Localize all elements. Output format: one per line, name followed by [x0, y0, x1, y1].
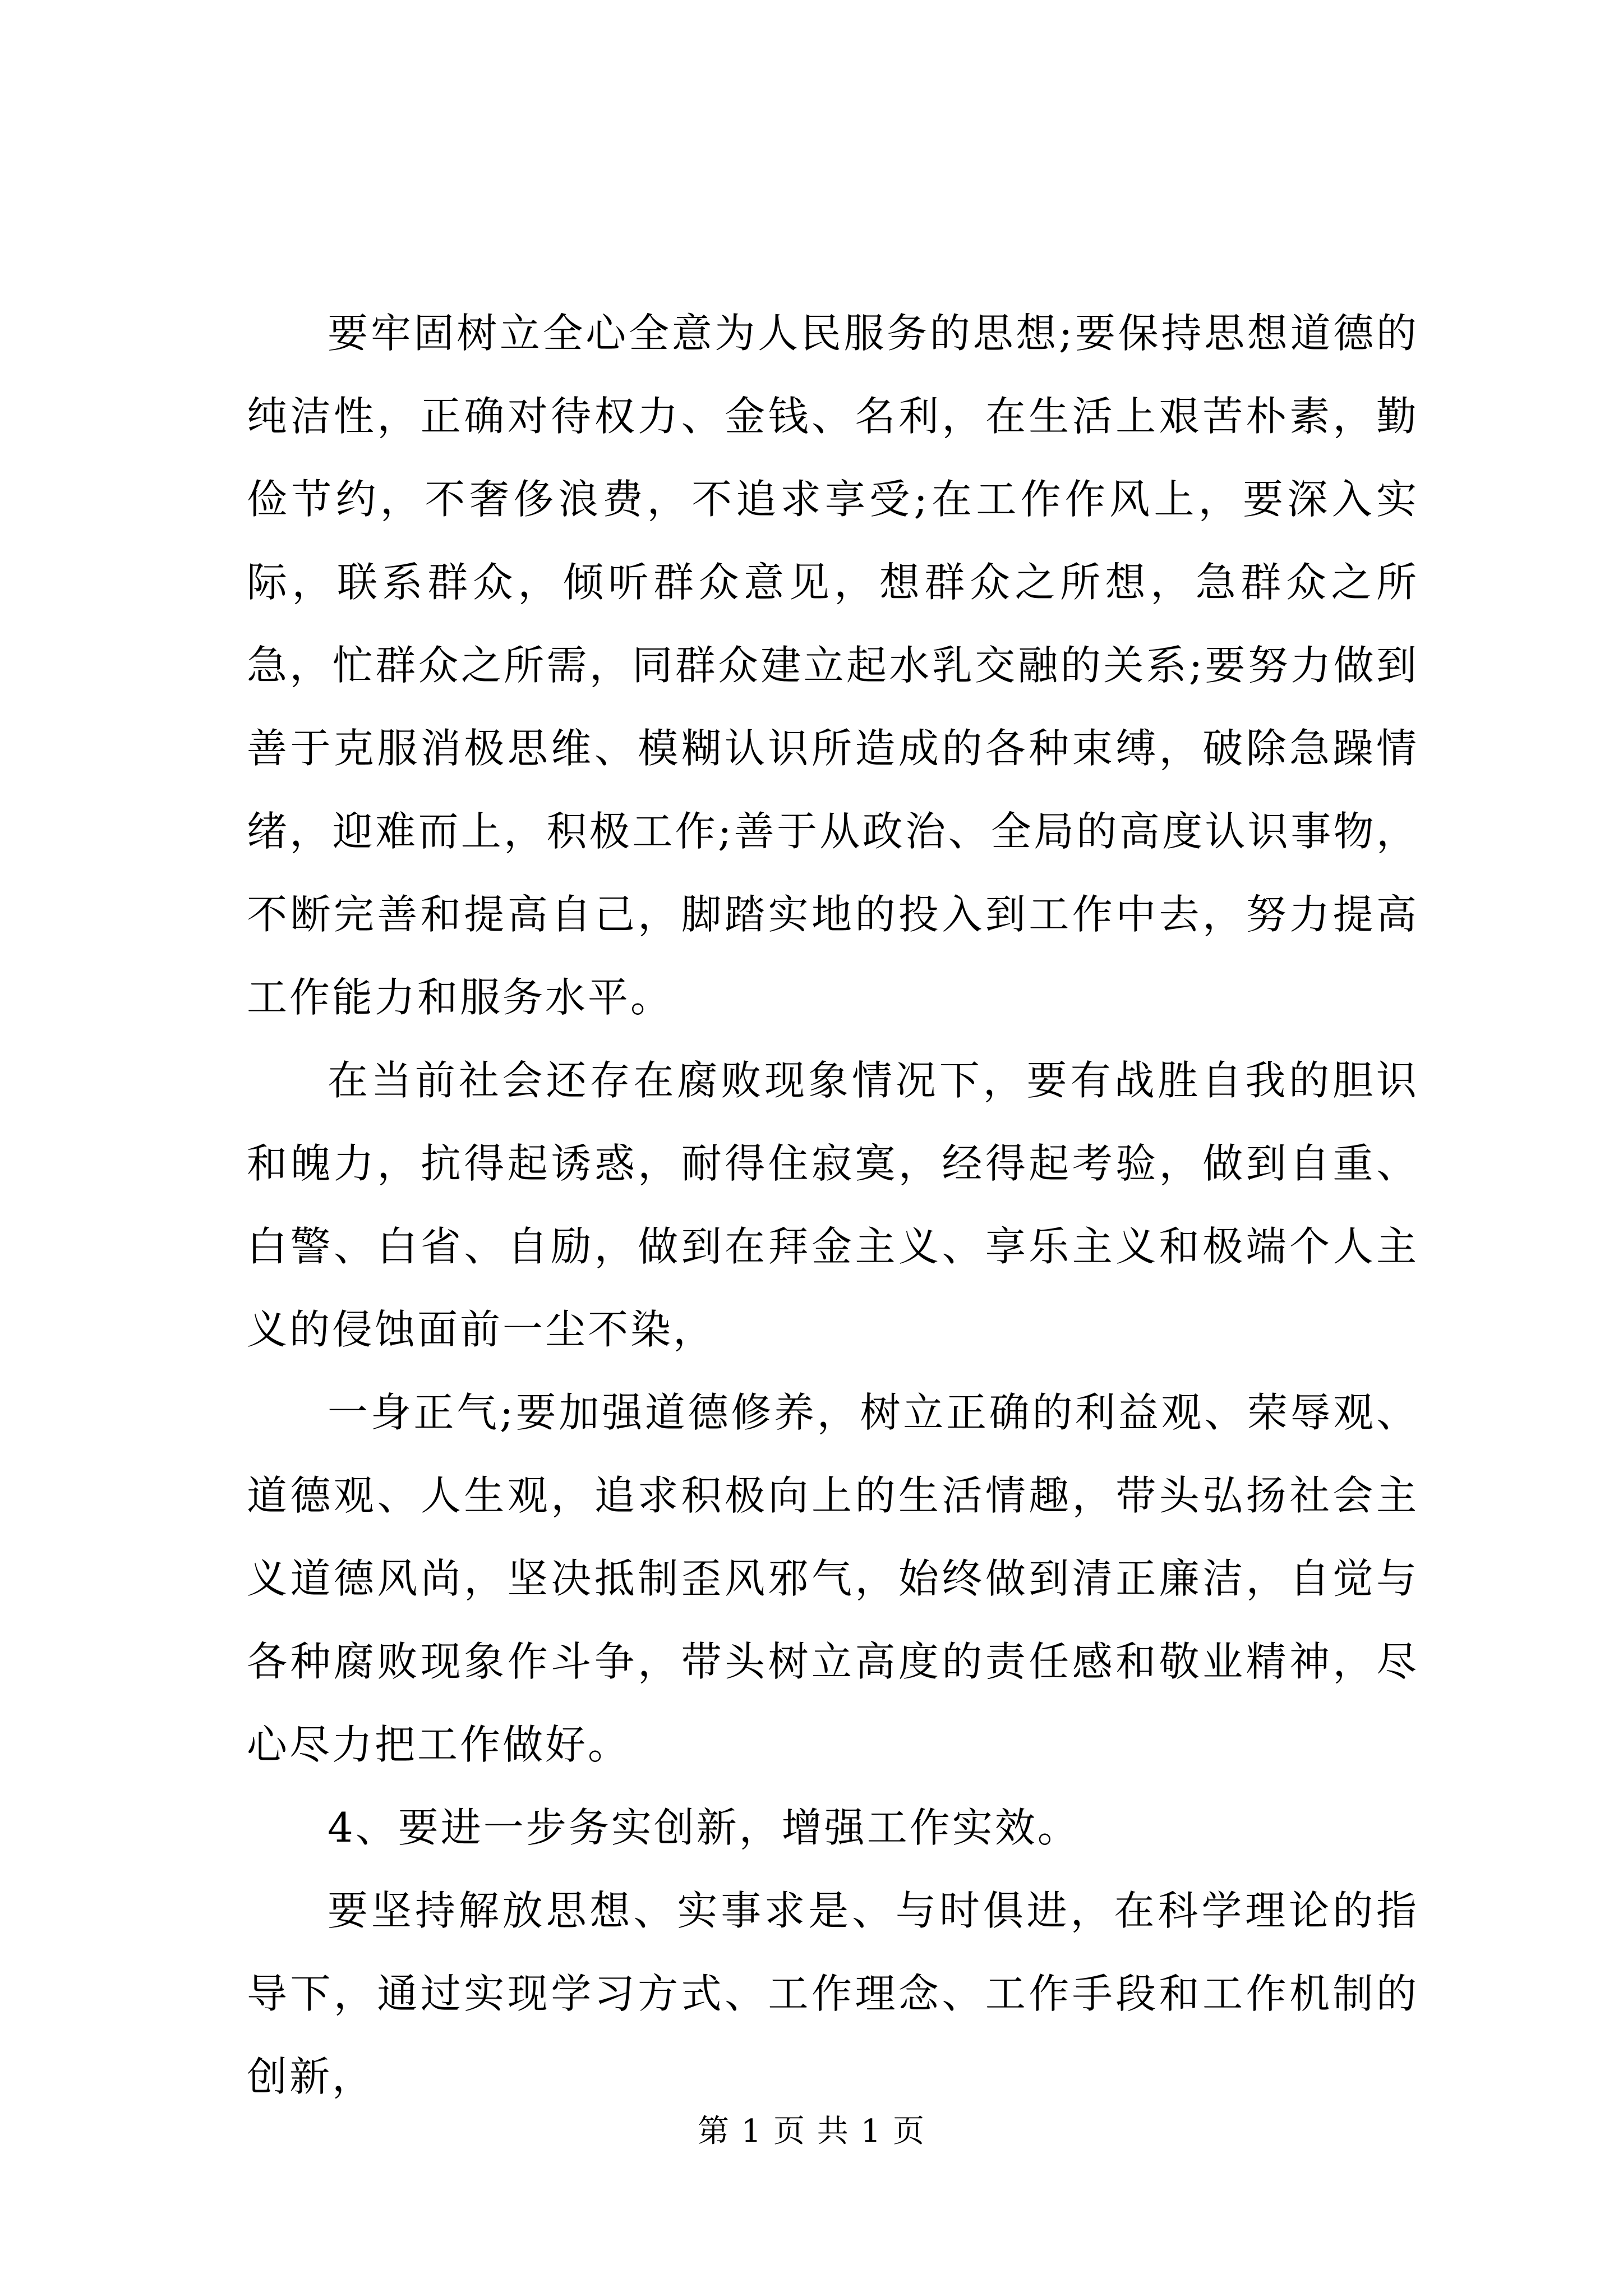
document-body [247, 292, 1419, 2118]
paragraph-3: 一身正气;要加强道德修养，树立正确的利益观、荣辱观、道德观、人生观，追求积极向上的生活情趣，带头弘扬社会主义道德风尚，坚决抵制歪风邪气，始终做到清正廉洁，自觉与各种腐败现象作斗争，带头树立高度的责任感和敬业精神，尽心尽力把工作做好。 [247, 1389, 1419, 1768]
paragraph-2: 在当前社会还存在腐败现象情况下，要有战胜自我的胆识和魄力，抗得起诱惑，耐得住寂寞，经得起考验，做到自重、白警、白省、自励，做到在拜金主义、享乐主义和极端个人主义的侵蚀面前一尘不染， [247, 1057, 1419, 1353]
paragraph-1: 要牢固树立全心全意为人民服务的思想;要保持思想道德的纯洁性，正确对待权力、金钱、名利，在生活上艰苦朴素，勤俭节约，不奢侈浪费，不追求享受;在工作作风上，要深入实际，联系群众，倾听群众意见，想群众之所想，急群众之所急，忙群众之所需，同群众建立起水乳交融的关系;要努力做到善于克服消极思维、模糊认识所造成的各种束缚，破除急躁情绪，迎难而上，积极工作;善于从政治、全局的高度认识事物，不断完善和提高自己，脚踏实地的投入到工作中去，努力提高工作能力和服务水平。 [247, 310, 1419, 1021]
page-footer: 第 1 页 共 1 页 [697, 2113, 926, 2150]
paragraph-4-heading: 4、要进一步务实创新，增强工作实效。 [328, 1804, 1080, 1851]
paragraph-5: 要坚持解放思想、实事求是、与时俱进，在科学理论的指导下，通过实现学习方式、工作理念、工作手段和工作机制的创新， [247, 1887, 1419, 2100]
